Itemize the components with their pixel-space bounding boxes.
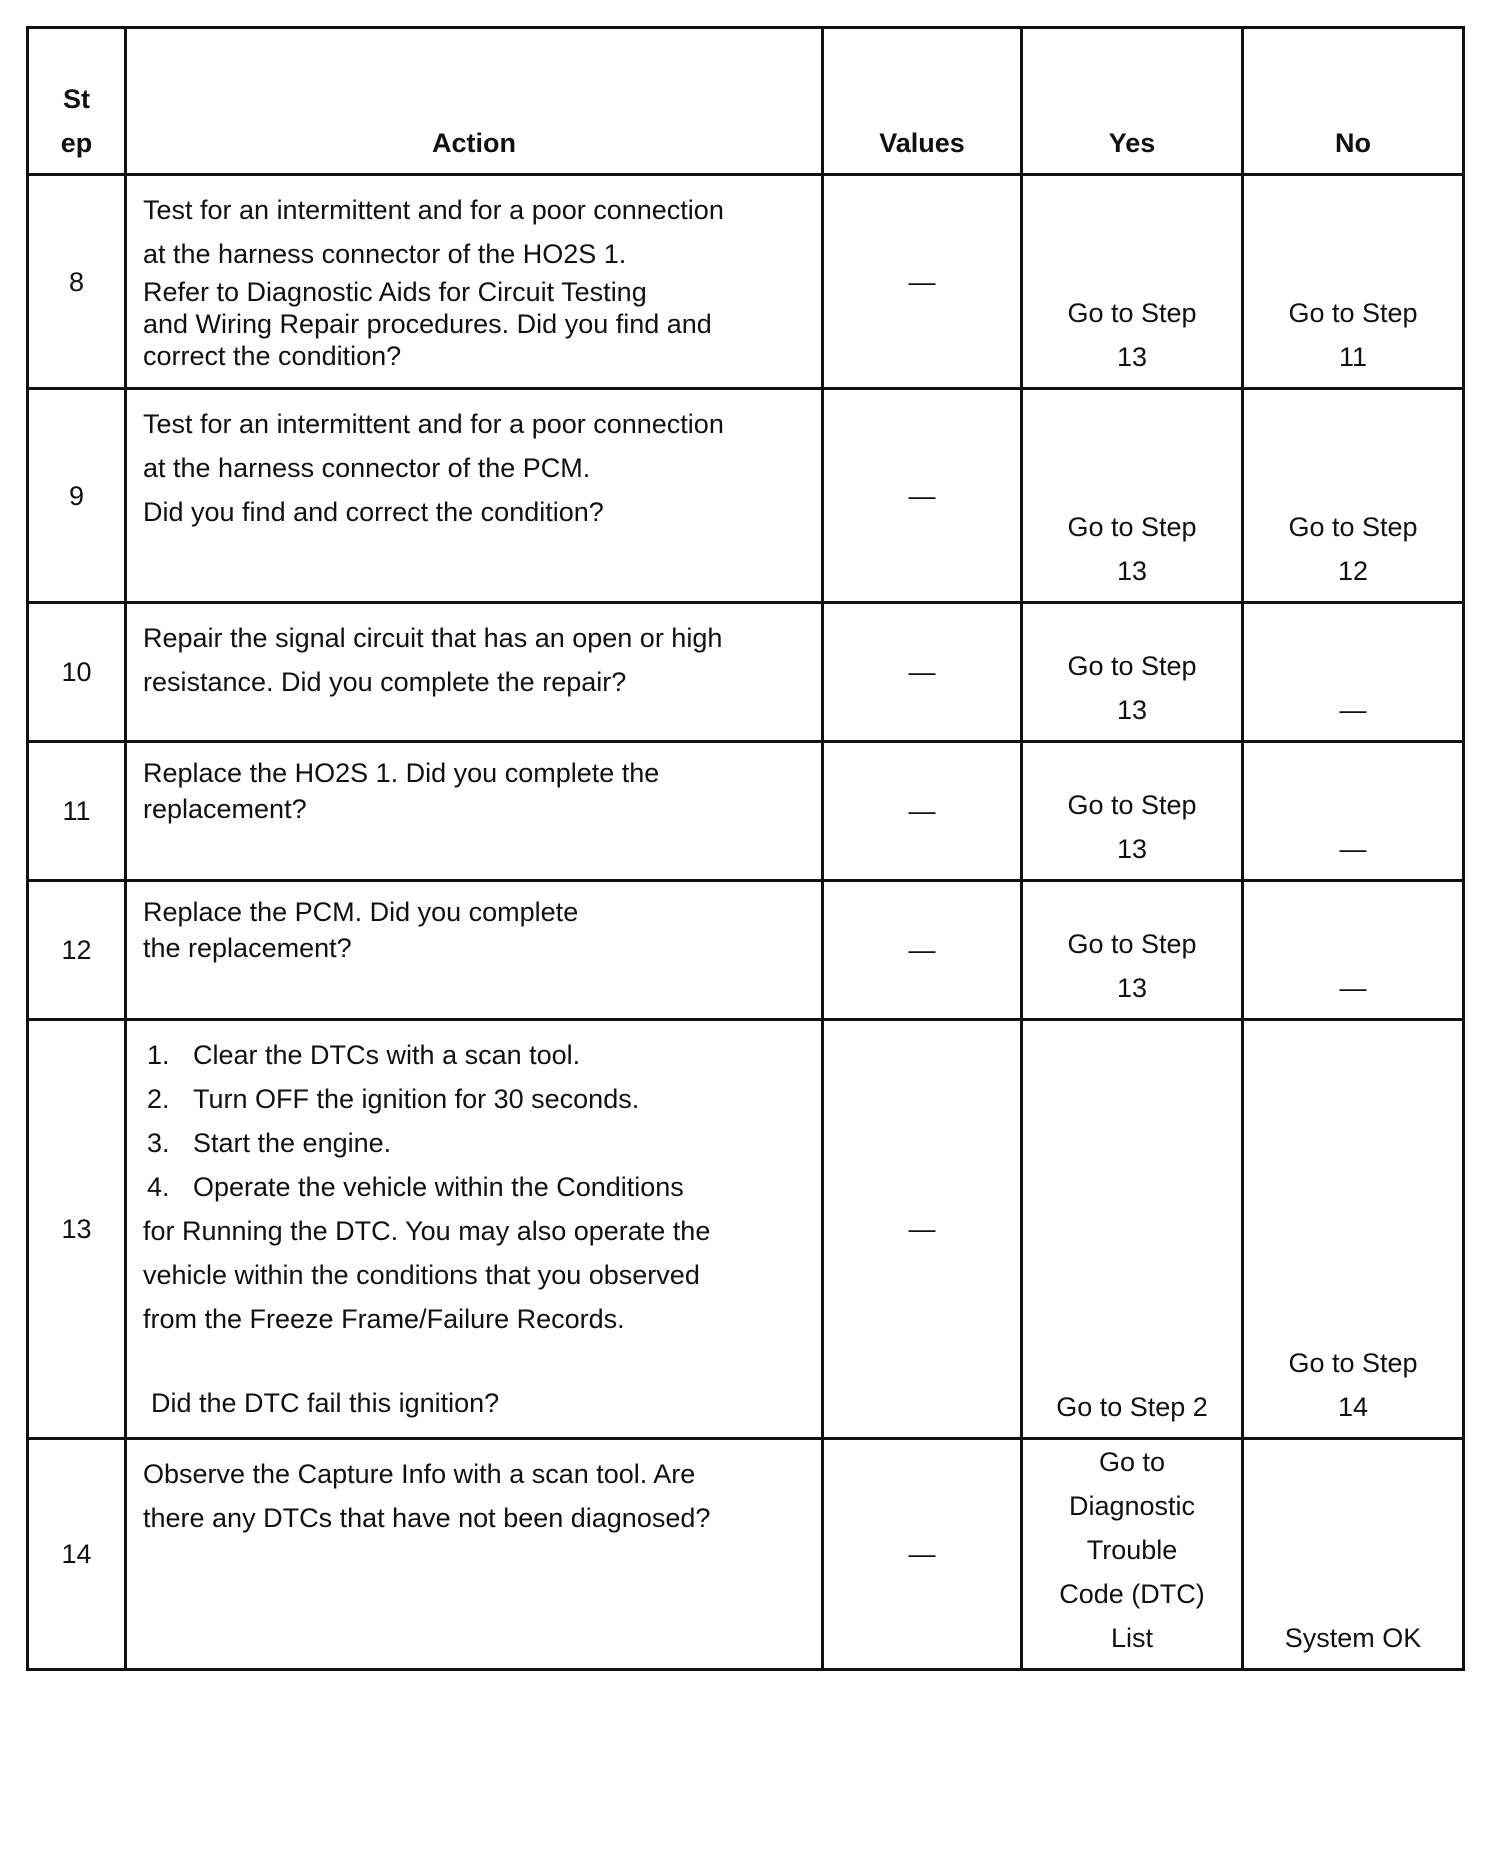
diagnostic-table-page	[26, 26, 1465, 1671]
header-step	[28, 28, 126, 175]
yes-cell: Go to Step 13	[1022, 742, 1243, 881]
list-number: 2.	[147, 1084, 170, 1114]
numbered-step	[143, 1165, 807, 1209]
yes-cell: Go to Diagnostic Trouble Code (DTC) List	[1022, 1439, 1243, 1670]
action-line: there any DTCs that have not been diagnosed?	[143, 1503, 711, 1533]
header-no	[1243, 28, 1464, 175]
numbered-step	[143, 1077, 807, 1121]
list-number: 3.	[147, 1128, 170, 1158]
no-cell: —	[1243, 881, 1464, 1020]
no-cell: Go to Step 14	[1243, 1020, 1464, 1439]
header-yes	[1022, 28, 1243, 175]
table-row	[28, 742, 1464, 881]
action-cell	[126, 603, 823, 742]
action-line: replacement?	[143, 794, 307, 824]
action-line: Replace the PCM. Did you complete	[143, 897, 579, 927]
header-no-label: No	[1335, 128, 1371, 158]
action-line: Observe the Capture Info with a scan tool. Are	[143, 1459, 696, 1489]
yes-cell: Go to Step 2	[1022, 1020, 1243, 1439]
spacer	[143, 1341, 807, 1381]
no-cell: Go to Step 11	[1243, 175, 1464, 389]
action-line: from the Freeze Frame/Failure Records.	[143, 1304, 625, 1334]
values-cell: —	[823, 603, 1022, 742]
table-row	[28, 881, 1464, 1020]
action-line: Test for an intermittent and for a poor connection	[143, 195, 724, 225]
action-cell	[126, 1439, 823, 1670]
action-line: vehicle within the conditions that you observed	[143, 1260, 700, 1290]
action-question: Did the DTC fail this ignition?	[151, 1388, 500, 1418]
action-line: resistance. Did you complete the repair?	[143, 667, 627, 697]
yes-cell: Go to Step 13	[1022, 881, 1243, 1020]
list-number: 4.	[147, 1172, 170, 1202]
list-text: Turn OFF the ignition for 30 seconds.	[193, 1084, 640, 1114]
values-cell: —	[823, 389, 1022, 603]
action-cell	[126, 881, 823, 1020]
list-number: 1.	[147, 1040, 170, 1070]
action-cell	[126, 742, 823, 881]
header-action	[126, 28, 823, 175]
step-number: 12	[28, 881, 126, 1020]
no-cell: Go to Step 12	[1243, 389, 1464, 603]
table-row	[28, 603, 1464, 742]
numbered-step	[143, 1121, 807, 1165]
header-yes-label: Yes	[1108, 128, 1156, 158]
values-cell: —	[823, 1020, 1022, 1439]
header-step-label: St ep	[60, 84, 93, 158]
action-line: at the harness connector of the HO2S 1.	[143, 239, 627, 269]
list-text: Clear the DTCs with a scan tool.	[193, 1040, 581, 1070]
table-row	[28, 1020, 1464, 1439]
action-line: at the harness connector of the PCM.	[143, 453, 591, 483]
diagnostic-steps-table	[26, 26, 1465, 1671]
action-line: for Running the DTC. You may also operate the	[143, 1216, 711, 1246]
table-header-row	[28, 28, 1464, 175]
header-values-label: Values	[879, 128, 965, 158]
action-line: Test for an intermittent and for a poor connection	[143, 409, 724, 439]
step-number: 10	[28, 603, 126, 742]
table-row	[28, 175, 1464, 389]
action-line: and Wiring Repair procedures. Did you find and	[143, 309, 712, 339]
action-cell	[126, 1020, 823, 1439]
header-values	[823, 28, 1022, 175]
no-cell: —	[1243, 603, 1464, 742]
list-text: Operate the vehicle within the Conditions	[193, 1172, 684, 1202]
action-line: correct the condition?	[143, 341, 402, 371]
action-line: Repair the signal circuit that has an open or high	[143, 623, 723, 653]
yes-cell: Go to Step 13	[1022, 389, 1243, 603]
action-line: Refer to Diagnostic Aids for Circuit Testing	[143, 277, 647, 307]
numbered-step	[143, 1033, 807, 1077]
values-cell: —	[823, 1439, 1022, 1670]
step-number: 13	[28, 1020, 126, 1439]
yes-cell: Go to Step 13	[1022, 175, 1243, 389]
action-cell	[126, 389, 823, 603]
action-line: the replacement?	[143, 933, 352, 963]
values-cell: —	[823, 881, 1022, 1020]
step-number: 11	[28, 742, 126, 881]
table-row	[28, 389, 1464, 603]
no-cell: —	[1243, 742, 1464, 881]
step-number: 9	[28, 389, 126, 603]
step-number: 8	[28, 175, 126, 389]
yes-cell: Go to Step 13	[1022, 603, 1243, 742]
list-text: Start the engine.	[193, 1128, 392, 1158]
action-cell	[126, 175, 823, 389]
table-row	[28, 1439, 1464, 1670]
action-line: Did you find and correct the condition?	[143, 497, 604, 527]
step-number: 14	[28, 1439, 126, 1670]
values-cell: —	[823, 742, 1022, 881]
no-cell: System OK	[1243, 1439, 1464, 1670]
header-action-label: Action	[432, 128, 516, 158]
values-cell: —	[823, 175, 1022, 389]
action-line: Replace the HO2S 1. Did you complete the	[143, 758, 660, 788]
